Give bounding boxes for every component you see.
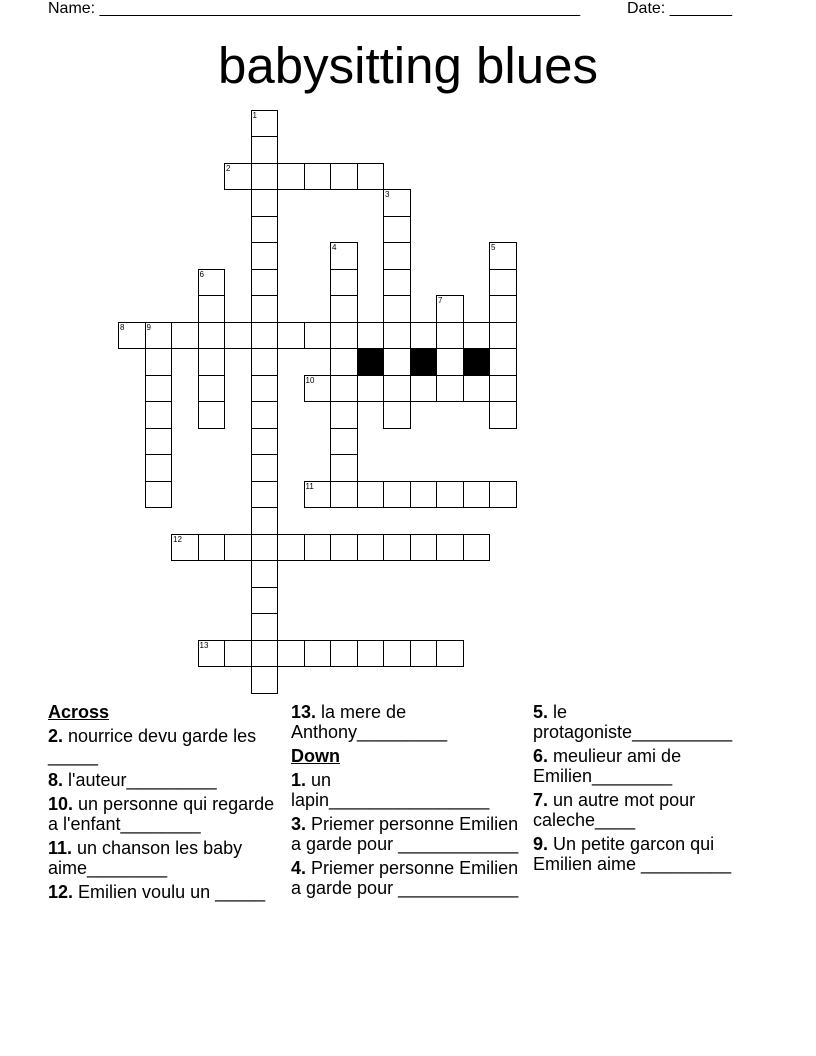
- grid-cell[interactable]: [330, 348, 358, 376]
- grid-cell[interactable]: [436, 322, 464, 350]
- clue-number: 7: [438, 296, 443, 305]
- clue-text: nourrice devu garde les _____: [48, 726, 257, 766]
- page-title: babysitting blues: [218, 37, 598, 94]
- grid-cell[interactable]: [145, 481, 173, 509]
- grid-cell[interactable]: [198, 348, 226, 376]
- clue-item: [48, 794, 278, 834]
- grid-cell[interactable]: [304, 375, 332, 403]
- grid-cell[interactable]: [410, 322, 438, 350]
- clue-text: un autre mot pour caleche____: [533, 790, 696, 830]
- grid-cell[interactable]: [410, 481, 438, 509]
- grid-cell[interactable]: [436, 481, 464, 509]
- clue-number: 1.: [291, 770, 307, 790]
- grid-cell[interactable]: [410, 534, 438, 562]
- clues-column-2: [291, 702, 521, 902]
- across-clue-list-continued: [291, 702, 521, 742]
- grid-cell[interactable]: [383, 640, 411, 668]
- grid-cell[interactable]: [145, 375, 173, 403]
- grid-cell[interactable]: [198, 401, 226, 429]
- grid-cell[interactable]: [436, 534, 464, 562]
- grid-cell[interactable]: [383, 189, 411, 217]
- grid-cell[interactable]: [489, 322, 517, 350]
- grid-cell[interactable]: [489, 401, 517, 429]
- clue-number: 9.: [533, 834, 549, 854]
- clue-number: 1: [252, 110, 257, 120]
- grid-cell[interactable]: [251, 375, 279, 403]
- grid-cell[interactable]: [383, 375, 411, 403]
- grid-cell[interactable]: [330, 163, 358, 191]
- grid-cell[interactable]: [489, 375, 517, 403]
- clue-item: [533, 834, 763, 874]
- grid-cell[interactable]: [383, 348, 411, 376]
- grid-cell[interactable]: [171, 322, 199, 350]
- grid-cell[interactable]: [489, 481, 517, 509]
- grid-cell[interactable]: [198, 269, 226, 297]
- clue-number: 6: [199, 269, 204, 279]
- clue-text: Un petite garcon qui Emilien aime _________: [533, 834, 732, 874]
- grid-cell[interactable]: [224, 322, 252, 350]
- black-cell: [410, 348, 438, 376]
- clue-number: 3.: [291, 814, 307, 834]
- clue-item: [533, 702, 763, 742]
- grid-cell[interactable]: [251, 640, 279, 668]
- clue-number: 11.: [48, 838, 73, 858]
- grid-cell[interactable]: [489, 295, 517, 323]
- clue-item: [291, 858, 521, 898]
- clue-number: 8.: [48, 770, 64, 790]
- grid-cell[interactable]: [330, 322, 358, 350]
- grid-cell[interactable]: [357, 375, 385, 403]
- grid-cell[interactable]: [383, 322, 411, 350]
- clue-item: [533, 790, 763, 830]
- clue-text: la mere de Anthony_________: [291, 702, 448, 742]
- grid-cell[interactable]: [251, 534, 279, 562]
- clue-number: 13: [199, 640, 209, 650]
- clue-item: [533, 746, 763, 786]
- grid-cell[interactable]: [251, 481, 279, 509]
- grid-cell[interactable]: [330, 295, 358, 323]
- grid-cell[interactable]: [304, 163, 332, 191]
- grid-cell[interactable]: [463, 534, 491, 562]
- grid-cell[interactable]: [171, 534, 199, 562]
- grid-cell[interactable]: [330, 640, 358, 668]
- clue-number: 10: [305, 375, 315, 385]
- grid-cell[interactable]: [330, 534, 358, 562]
- clue-item: [48, 770, 278, 790]
- grid-cell[interactable]: [436, 640, 464, 668]
- grid-cell[interactable]: [489, 348, 517, 376]
- clue-number: 2: [226, 163, 231, 173]
- grid-cell[interactable]: [251, 322, 279, 350]
- clue-number: 4: [332, 243, 337, 252]
- grid-cell[interactable]: [436, 295, 464, 323]
- grid-cell[interactable]: [383, 401, 411, 429]
- clue-number: 3: [385, 190, 390, 199]
- grid-cell[interactable]: [145, 348, 173, 376]
- grid-cell[interactable]: [251, 163, 279, 191]
- clue-number: 9: [146, 322, 151, 332]
- black-cell: [463, 348, 491, 376]
- grid-cell[interactable]: [277, 322, 305, 350]
- grid-cell[interactable]: [251, 401, 279, 429]
- clue-text: meulieur ami de Emilien________: [533, 746, 682, 786]
- grid-cell[interactable]: [304, 534, 332, 562]
- clue-number: 4.: [291, 858, 307, 878]
- grid-cell[interactable]: [251, 136, 279, 164]
- clue-text: l'auteur_________: [63, 770, 217, 790]
- clue-text: Priemer personne Emilien a garde pour ____________: [291, 858, 519, 898]
- grid-cell[interactable]: [198, 375, 226, 403]
- clue-number: 5: [491, 243, 496, 252]
- down-heading: Down: [291, 746, 340, 766]
- grid-cell[interactable]: [463, 322, 491, 350]
- clue-item: [291, 702, 521, 742]
- grid-cell[interactable]: [383, 242, 411, 270]
- grid-cell[interactable]: [357, 322, 385, 350]
- grid-cell[interactable]: [251, 348, 279, 376]
- grid-cell[interactable]: [330, 481, 358, 509]
- clue-number: 12: [173, 534, 182, 544]
- clues-column-1: [48, 702, 278, 906]
- down-clue-list: [291, 770, 521, 898]
- grid-cell[interactable]: [277, 534, 305, 562]
- clue-number: 8: [120, 322, 125, 332]
- grid-cell[interactable]: [198, 534, 226, 562]
- grid-cell[interactable]: [251, 110, 279, 138]
- clue-number: 12.: [48, 882, 74, 902]
- clue-number: 13.: [291, 702, 317, 722]
- grid-cell[interactable]: [145, 428, 173, 456]
- grid-cell[interactable]: [277, 640, 305, 668]
- grid-cell[interactable]: [198, 322, 226, 350]
- grid-cell[interactable]: [251, 507, 279, 535]
- black-cell: [357, 348, 385, 376]
- grid-cell[interactable]: [251, 242, 279, 270]
- clue-item: [48, 882, 278, 902]
- grid-cell[interactable]: [410, 640, 438, 668]
- grid-cell[interactable]: [198, 295, 226, 323]
- clue-number: 5.: [533, 702, 549, 722]
- grid-cell[interactable]: [224, 640, 252, 668]
- grid-cell[interactable]: [383, 534, 411, 562]
- grid-cell[interactable]: [145, 401, 173, 429]
- down-clue-list-continued: [533, 702, 763, 874]
- grid-cell[interactable]: [436, 348, 464, 376]
- grid-cell[interactable]: [383, 481, 411, 509]
- grid-cell[interactable]: [304, 481, 332, 509]
- grid-cell[interactable]: [357, 163, 385, 191]
- grid-cell[interactable]: [410, 375, 438, 403]
- clue-item: [48, 726, 278, 766]
- grid-cell[interactable]: [198, 640, 226, 668]
- grid-cell[interactable]: [330, 401, 358, 429]
- grid-cell[interactable]: [251, 613, 279, 641]
- grid-cell[interactable]: [383, 269, 411, 297]
- name-field: Name: ______________________________________________________: [48, 0, 581, 17]
- grid-cell[interactable]: [330, 428, 358, 456]
- grid-cell[interactable]: [357, 640, 385, 668]
- grid-cell[interactable]: [251, 587, 279, 615]
- across-heading: Across: [48, 702, 110, 722]
- clue-text: Priemer personne Emilien a garde pour ____________: [291, 814, 519, 854]
- grid-cell[interactable]: [330, 242, 358, 270]
- clue-number: 11: [305, 481, 314, 491]
- grid-cell[interactable]: [304, 640, 332, 668]
- grid-cell[interactable]: [463, 375, 491, 403]
- grid-cell[interactable]: [357, 481, 385, 509]
- grid-cell[interactable]: [118, 322, 146, 350]
- grid-cell[interactable]: [383, 295, 411, 323]
- grid-cell[interactable]: [357, 534, 385, 562]
- grid-cell[interactable]: [145, 454, 173, 482]
- grid-cell[interactable]: [251, 666, 279, 694]
- clue-text: le protagoniste__________: [533, 702, 733, 742]
- clue-item: [48, 838, 278, 878]
- clue-text: un chanson les baby aime________: [48, 838, 243, 878]
- clue-item: [291, 814, 521, 854]
- grid-cell[interactable]: [251, 269, 279, 297]
- grid-cell[interactable]: [277, 163, 305, 191]
- grid-cell[interactable]: [251, 295, 279, 323]
- grid-cell[interactable]: [251, 428, 279, 456]
- grid-cell[interactable]: [463, 481, 491, 509]
- grid-cell[interactable]: [330, 269, 358, 297]
- grid-cell[interactable]: [251, 454, 279, 482]
- grid-cell[interactable]: [145, 322, 173, 350]
- clues-column-3: [533, 702, 763, 878]
- grid-cell[interactable]: [304, 322, 332, 350]
- clue-number: 10.: [48, 794, 74, 814]
- grid-cell[interactable]: [251, 189, 279, 217]
- grid-cell[interactable]: [489, 269, 517, 297]
- grid-cell[interactable]: [489, 242, 517, 270]
- clue-item: [291, 770, 521, 810]
- clue-number: 7.: [533, 790, 549, 810]
- grid-cell[interactable]: [251, 216, 279, 244]
- grid-cell[interactable]: [251, 560, 279, 588]
- clue-number: 2.: [48, 726, 64, 746]
- clue-text: Emilien voulu un _____: [73, 882, 266, 902]
- grid-cell[interactable]: [224, 534, 252, 562]
- clue-text: un personne qui regarde a l'enfant________: [48, 794, 275, 834]
- date-field: Date: _______: [627, 0, 732, 17]
- across-clue-list: [48, 726, 278, 902]
- grid-cell[interactable]: [330, 454, 358, 482]
- clue-number: 6.: [533, 746, 549, 766]
- grid-cell[interactable]: [330, 375, 358, 403]
- grid-cell[interactable]: [383, 216, 411, 244]
- clue-text: un lapin________________: [291, 770, 490, 810]
- grid-cell[interactable]: [436, 375, 464, 403]
- grid-cell[interactable]: [224, 163, 252, 191]
